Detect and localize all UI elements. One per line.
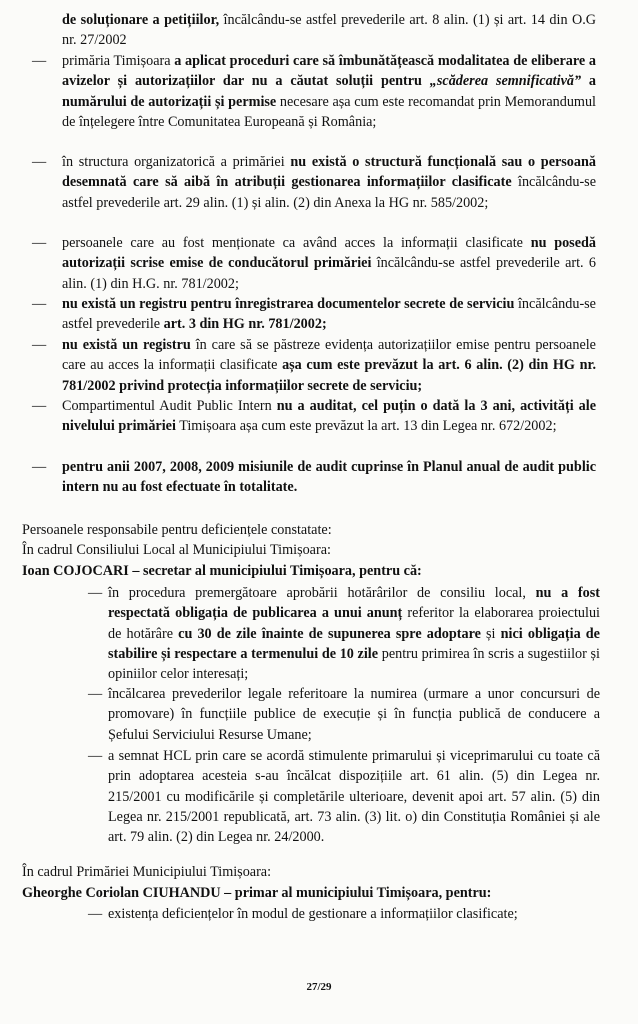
text-run: așa cum este prevăzut la art. 6 alin. (2) din HG nr. 781/2002 privind protecția informațiilor secrete de serviciu; <box>62 357 596 394</box>
top-continuation <box>62 10 596 51</box>
bullet-dash: — <box>32 459 47 475</box>
list-item <box>62 396 596 437</box>
list-item <box>62 233 596 294</box>
list-item <box>62 457 596 498</box>
text-run: de soluționare a petițiilor, <box>62 12 224 28</box>
page-number: 27/29 <box>306 981 332 993</box>
bullet-dash: — <box>32 53 47 69</box>
text-run: „scăderea semnificativă” <box>429 73 582 90</box>
bullet-dash: — <box>32 154 47 170</box>
text-run: încălcându-se astfel prevederile <box>62 296 596 333</box>
council-heading: În cadrul Consiliului Local al Municipiului Timișoara: <box>22 542 331 558</box>
list-item <box>108 746 600 847</box>
responsible-heading: Persoanele responsabile pentru deficiențele constatate: <box>22 522 332 538</box>
bullet-dash: — <box>88 906 103 922</box>
bullet-dash: — <box>32 235 47 251</box>
text-run: nu există un registru <box>62 337 191 353</box>
text-run: nu a auditat, cel puțin o dată la 3 ani, activități ale nivelului primăriei <box>62 398 596 435</box>
text-run: încălcarea prevederilor legale referitoare la numirea (urmare a unor concursuri de promovare) în funcțiile publice de execuție și în funcția publică de conducere a Șefului Serviciului Resurse Umane; <box>108 686 600 743</box>
person1-heading: Ioan COJOCARI – secretar al municipiului Timișoara, pentru că: <box>22 563 422 579</box>
text-run: Timișoara așa cum este prevăzut la art. 13 din Legea nr. 672/2002; <box>175 418 557 435</box>
list-item <box>62 294 596 335</box>
text-run: pentru anii 2007, 2008, 2009 misiunile de audit cuprinse în Planul anual de audit public intern nu au fost efectuate în totalitate. <box>62 459 596 496</box>
text-run: a numărului de autorizații și permise <box>62 73 597 110</box>
text-run: încălcându-se astfel prevederile art. 6 alin. (1) din H.G. nr. 781/2002; <box>62 255 596 292</box>
city-hall-heading: În cadrul Primăriei Municipiului Timișoara: <box>22 864 272 880</box>
bullet-dash: — <box>32 337 47 353</box>
list-item <box>62 152 596 213</box>
bullet-dash: — <box>88 686 103 702</box>
list-item <box>108 684 600 745</box>
text-run: nu posedă autorizații scrise emise de conducătorul primăriei <box>62 235 596 272</box>
text-run: primăria Timișoara <box>62 53 175 69</box>
bullet-dash: — <box>32 398 47 414</box>
text-run: și <box>480 625 501 642</box>
text-run: necesare așa cum este recomandat prin Memorandumul de înțelegere între Comunitatea Europeană și România; <box>62 93 596 130</box>
text-run: încălcându-se astfel prevederile art. 29 alin. (1) și alin. (2) din Anexa la HG nr. 585/2002; <box>62 174 596 211</box>
text-run: nici obligația de stabilire și respectare a termenului de 10 zile <box>108 625 600 662</box>
list-item <box>108 583 600 684</box>
text-run: în care să se păstreze evidența autorizațiilor emise pentru persoanele care au acces la informații clasificate <box>62 337 596 374</box>
list-item <box>62 51 596 132</box>
text-run: persoanele care au fost menționate ca având acces la informații clasificate <box>62 235 531 251</box>
text-run: referitor la elaborarea proiectului de hotărâre <box>108 605 600 642</box>
list-item <box>62 335 596 396</box>
text-run: nu a fost respectată obligația de publicarea a unui anunț <box>108 585 600 622</box>
text-run: pentru primirea în scris a sugestiilor și opiniilor celor interesați; <box>108 645 601 683</box>
text-run: în structura organizatorică a primăriei <box>62 154 291 170</box>
bullet-dash: — <box>32 296 47 312</box>
text-run: nu există o structură funcțională sau o persoană desemnată care să aibă în atribuții gestionarea informațiilor clasificate <box>62 154 596 191</box>
bullet-dash: — <box>88 748 103 764</box>
list-item <box>108 904 608 924</box>
text-run: Compartimentul Audit Public Intern <box>62 398 277 414</box>
person2-heading: Gheorghe Coriolan CIUHANDU – primar al municipiului Timișoara, pentru: <box>22 885 492 901</box>
text-run: în procedura premergătoare aprobării hotărârilor de consiliu local, <box>108 585 536 601</box>
text-run: a aplicat proceduri care să îmbunătățească modalitatea de eliberare a avizelor și autorizațiilor dar nu a căutat soluții pentru <box>62 53 596 90</box>
bullet-dash: — <box>88 585 103 601</box>
text-run: cu 30 de zile înainte de supunerea spre adoptare <box>178 625 481 642</box>
text-run: încălcându-se astfel prevederile art. 8 alin. (1) și art. 14 din O.G nr. 27/2002 <box>62 12 596 49</box>
text-run: art. 3 din HG nr. 781/2002; <box>163 316 327 333</box>
text-run: existența deficiențelor în modul de gestionare a informațiilor clasificate; <box>108 906 518 922</box>
text-run: a semnat HCL prin care se acordă stimulente primarului și viceprimarului cu toate că prin adoptarea acesteia s-au încălcat dispozițiile art. 61 alin. (5) din Legea nr. 215/2001 cu modificările și completările ulterioare, devenit apoi art. 57 alin. (5) din Legea nr. 215/2001 republicată, art. 73 alin. (3) lit. o) din Constituția României și ale art. 79 alin. (2) din Legea nr. 24/2000. <box>108 748 600 846</box>
text-run: nu există un registru pentru înregistrarea documentelor secrete de serviciu <box>62 296 515 312</box>
